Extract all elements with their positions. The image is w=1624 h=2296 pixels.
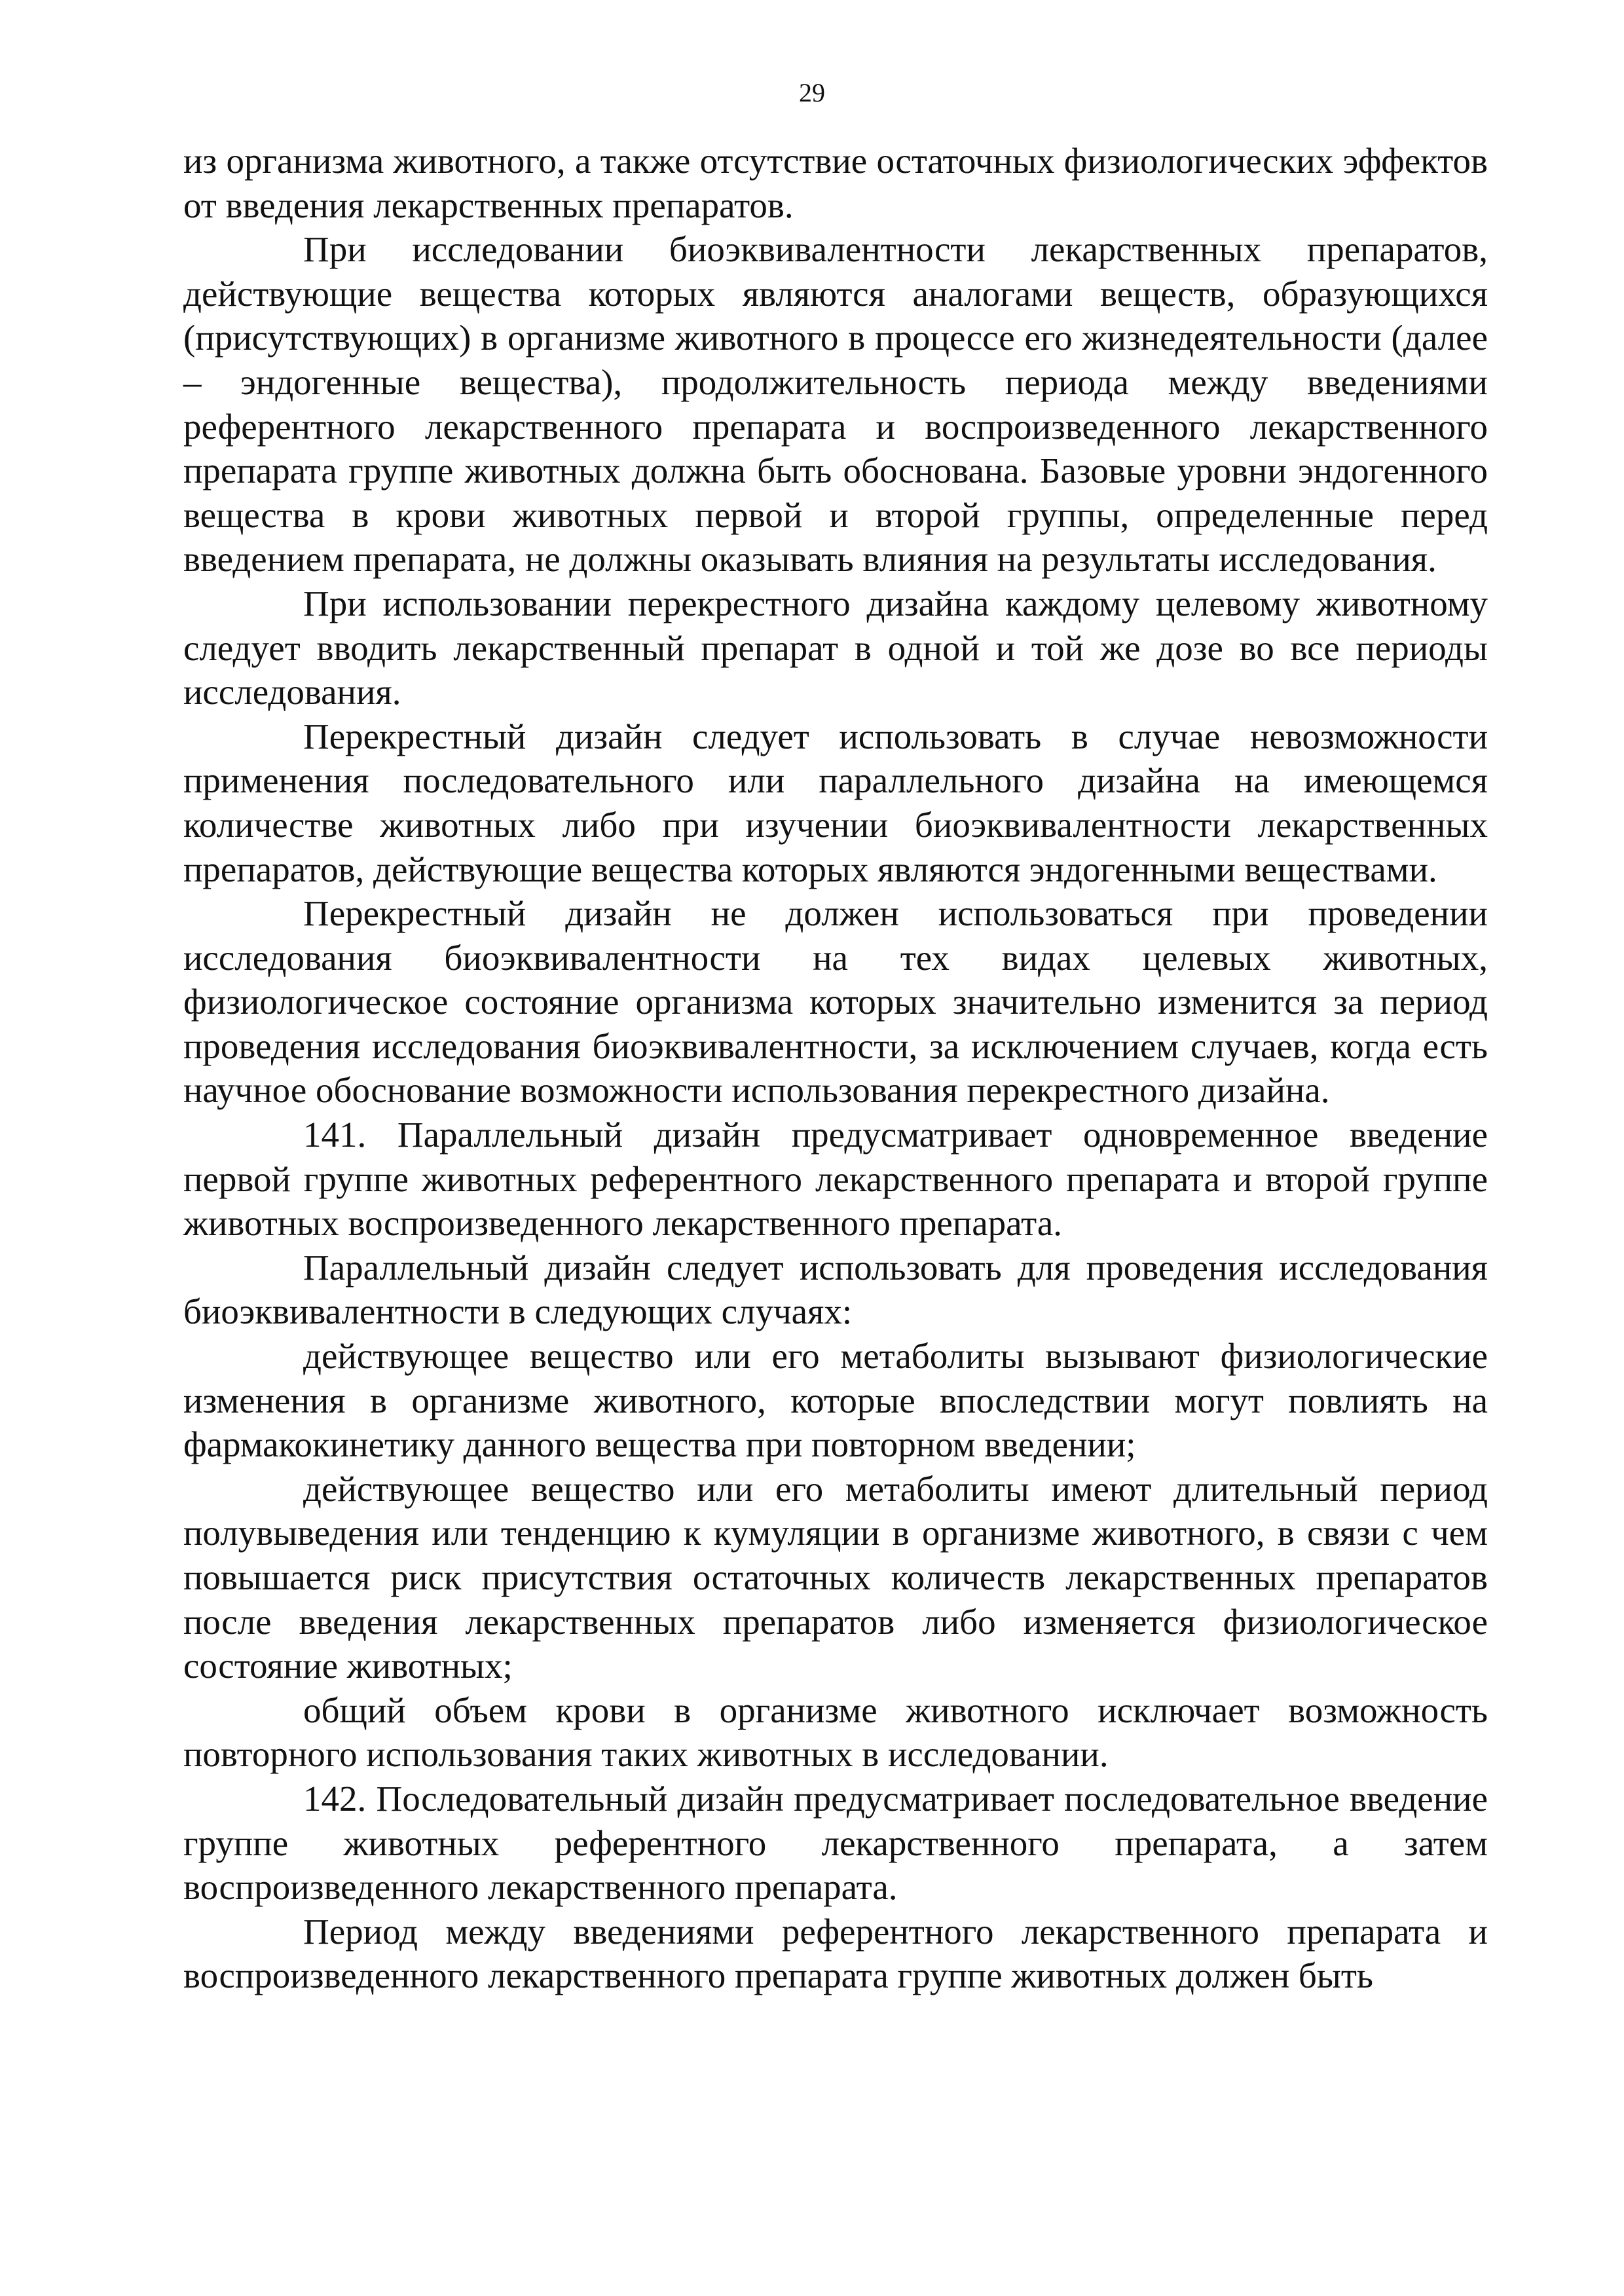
paragraph-endogenous-substances: При исследовании биоэквивалентности лекарственных препаратов, действующие вещества которых являются аналогами веществ, образующихся (присутствующих) в организме животного в процессе его жизнедеятельности (далее – эндогенные вещества), продолжительность периода между введениями референтного лекарственного препарата и воспроизведенного лекарственного препарата группе животных должна быть обоснована. Базовые уровни эндогенного вещества в крови животных первой и второй группы, определенные перед введением препарата, не должны оказывать влияния на результаты исследования. — [183, 229, 1488, 580]
document-body — [183, 139, 1488, 1998]
paragraph-141-parallel-design: 141. Параллельный дизайн предусматривает одновременное введение первой группе животных референтного лекарственного препарата и второй группе животных воспроизведенного лекарственного препарата. — [183, 1115, 1488, 1244]
paragraph-142-sequential-design: 142. Последовательный дизайн предусматривает последовательное введение группе животных референтного лекарственного препарата, а затем воспроизведенного лекарственного препарата. — [183, 1778, 1488, 1908]
list-item-half-life: действующее вещество или его метаболиты имеют длительный период полувыведения или тенденцию к кумуляции в организме животного, в связи с чем повышается риск присутствия остаточных количеств лекарственных препаратов после введения лекарственных препаратов либо изменяется физиологическое состояние животных; — [183, 1468, 1488, 1686]
paragraph-crossover-restriction: Перекрестный дизайн не должен использоваться при проведении исследования биоэквивалентности на тех видах целевых животных, физиологическое состояние организма которых значительно изменится за период проведения исследования биоэквивалентности, за исключением случаев, когда есть научное обоснование возможности использования перекрестного дизайна. — [183, 893, 1488, 1111]
list-item-metabolites-changes: действующее вещество или его метаболиты вызывают физиологические изменения в организме животного, которые впоследствии могут повлиять на фармакокинетику данного вещества при повторном введении; — [183, 1336, 1488, 1465]
paragraph-sequential-period: Период между введениями референтного лекарственного препарата и воспроизведенного лекарственного препарата группе животных должен быть — [183, 1911, 1488, 1996]
paragraph-crossover-usage: Перекрестный дизайн следует использовать в случае невозможности применения последовательного или параллельного дизайна на имеющемся количестве животных либо при изучении биоэквивалентности лекарственных препаратов, действующие вещества которых являются эндогенными веществами. — [183, 716, 1488, 889]
paragraph-crossover-dose: При использовании перекрестного дизайна каждому целевому животному следует вводить лекарственный препарат в одной и той же дозе во все периоды исследования. — [183, 583, 1488, 713]
paragraph-continuation: из организма животного, а также отсутствие остаточных физиологических эффектов от введения лекарственных препаратов. — [183, 141, 1488, 225]
page-number: 29 — [799, 78, 825, 107]
list-item-blood-volume: общий объем крови в организме животного исключает возможность повторного использования таких животных в исследовании. — [183, 1690, 1488, 1775]
paragraph-parallel-usage: Параллельный дизайн следует использовать для проведения исследования биоэквивалентности в следующих случаях: — [183, 1247, 1488, 1332]
